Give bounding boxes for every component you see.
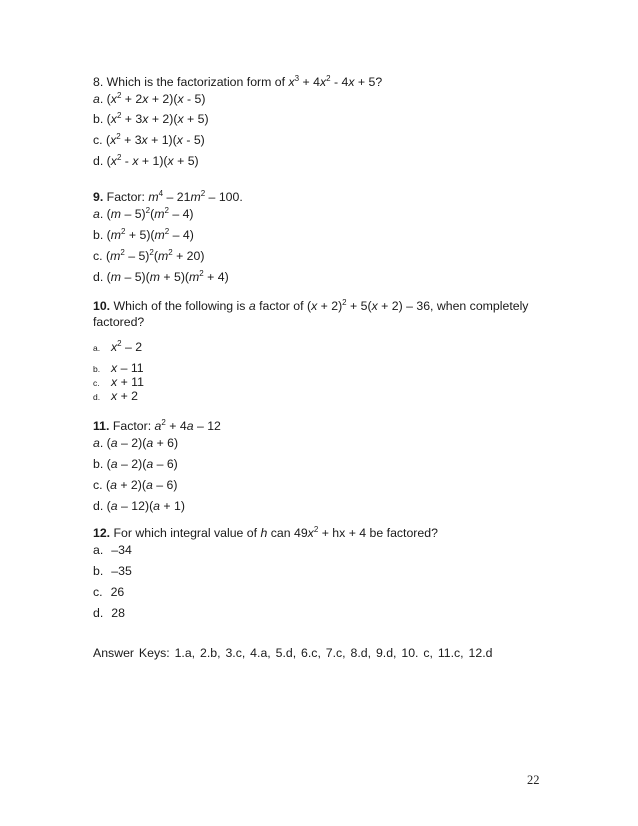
question-12-choice-d: d. 28 — [93, 606, 125, 620]
question-9-choice-b: b. $(m^2 + 5)(m^2 - 4)$ — [93, 227, 194, 242]
question-12-stem: 12. For which integral value of h can $49x^2$ + hx + 4 be factored? — [93, 525, 438, 540]
question-9-choice-d: d. $(m - 5)(m + 5)(m^2 + 4)$ — [93, 269, 229, 284]
question-8-choice-c: c. $(x^2 + 3x + 1)(x - 5)$ — [93, 132, 205, 147]
question-10-choice-c: c. x + 11 — [93, 375, 144, 389]
question-11-stem: 11. Factor: $a^2 + 4a - 12$ — [93, 418, 221, 433]
question-10-choice-d: d. x + 2 — [93, 389, 139, 403]
question-9-choice-c: c. $(m^2 - 5)^2(m^2 + 20)$ — [93, 248, 205, 263]
question-8-choice-b: b. $(x^2 + 3x + 2)(x + 5)$ — [93, 111, 209, 126]
question-11-choice-b: b. (a – 2)(a – 6) — [93, 457, 178, 471]
question-11-choice-a: a. (a – 2)(a + 6) — [93, 436, 179, 450]
question-9-choice-a: a. $(m - 5)^2(m^2 - 4)$ — [93, 206, 194, 221]
question-12-choice-a: a. –34 — [93, 543, 132, 557]
question-8-choice-d: d. $(x^2 - x + 1)(x + 5)$ — [93, 153, 199, 168]
page-number: 22 — [527, 773, 540, 787]
question-12-choice-b: b. –35 — [93, 564, 132, 578]
question-11-choice-d: d. (a – 12)(a + 1) — [93, 499, 185, 513]
question-10-choice-a: a. $x^2 - 2$ — [93, 339, 143, 354]
question-10-choice-b: b. x – 11 — [93, 361, 144, 375]
question-11-choice-c: c. (a + 2)(a – 6) — [93, 478, 178, 492]
question-8-stem: 8. Which is the factorization form of $x^3 + 4x^2 - 4x + 5$? — [93, 74, 383, 89]
question-9-stem: 9. Factor: $m^4 - 21m^2 - 100$. — [93, 189, 243, 204]
question-10-stem: 10. Which of the following is a factor of $(x + 2)^2 + 5(x + 2) - 36$, when completely factored? — [93, 298, 529, 329]
answer-keys: Answer Keys: 1.a, 2.b, 3.c, 4.a, 5.d, 6.c, 7.c, 8.d, 9.d, 10. c, 11.c, 12.d — [93, 646, 493, 660]
question-8-choice-a: a. $(x^2 + 2x + 2)(x - 5)$ — [93, 91, 206, 106]
question-12-choice-c: c. 26 — [93, 585, 125, 599]
